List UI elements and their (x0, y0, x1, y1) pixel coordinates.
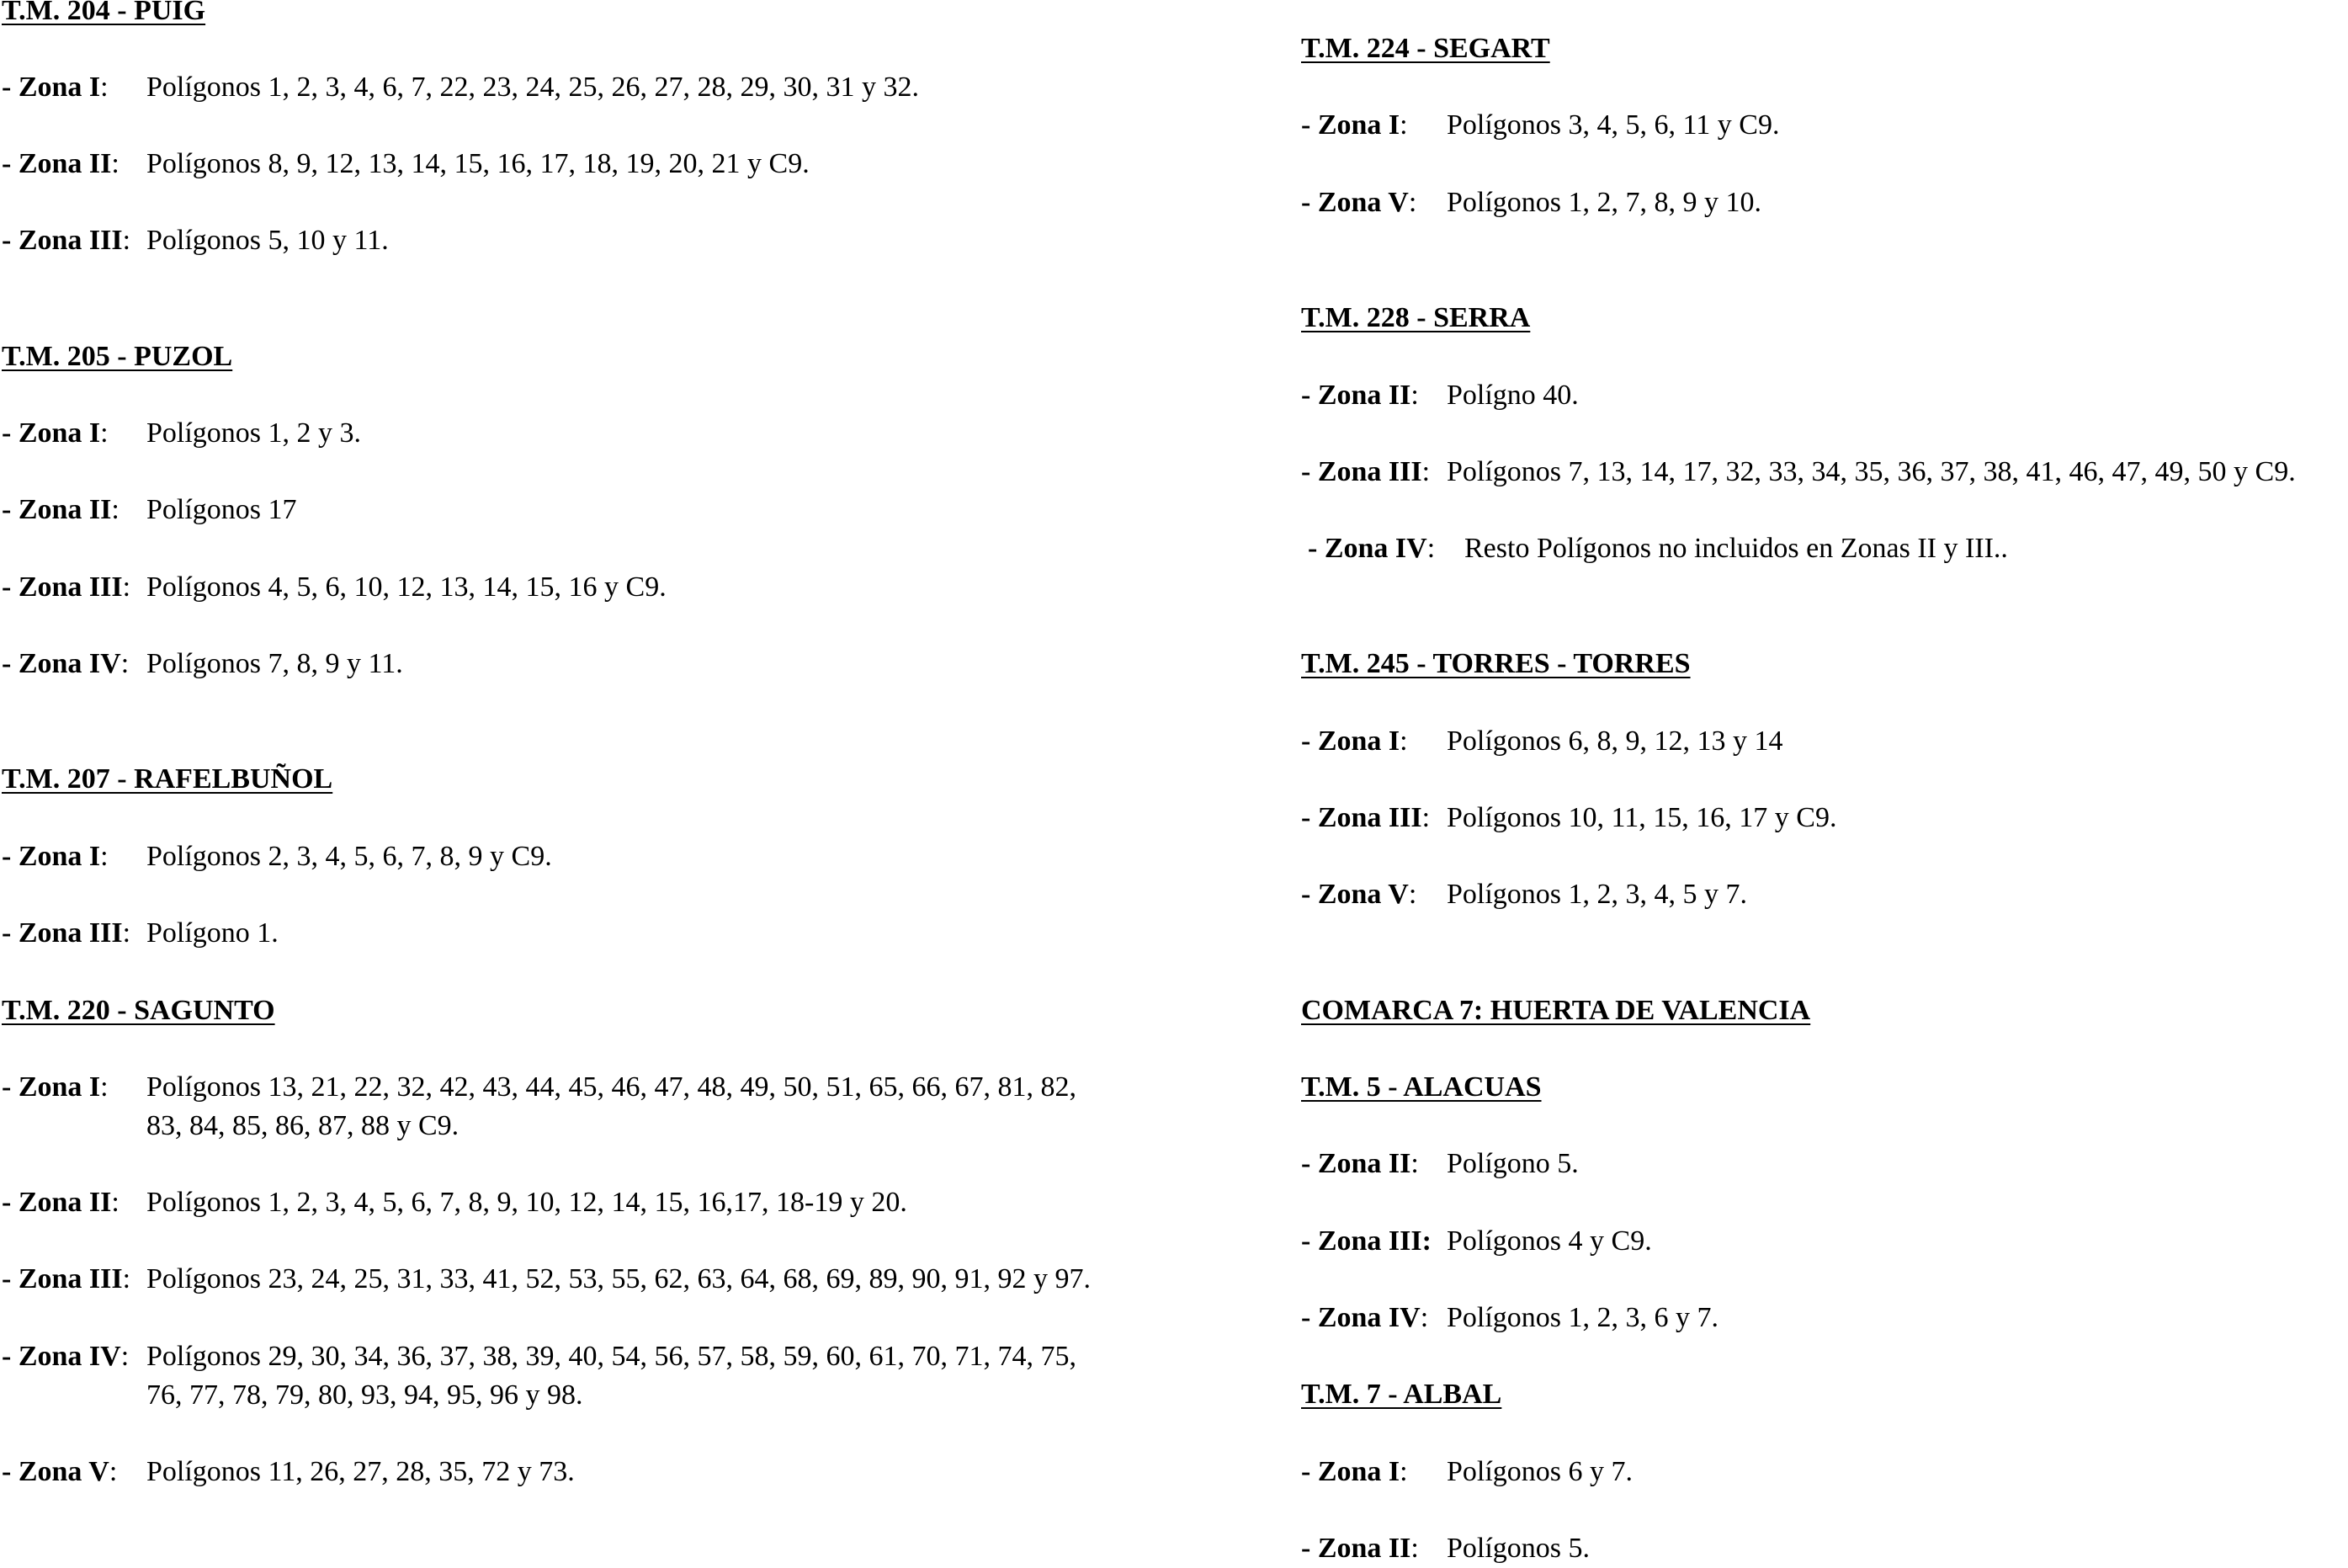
zone-colon: : (1400, 1456, 1408, 1487)
zone-row (1301, 106, 1779, 145)
zone-row (1301, 875, 1747, 914)
zone-colon: : (1426, 533, 1436, 564)
zone-label: - Zona V (1301, 879, 1409, 910)
zone-label: - Zona IV (2, 1341, 121, 1372)
zone-colon: : (122, 571, 131, 603)
zone-label: - Zona I (2, 1071, 101, 1103)
section-heading-albal: T.M. 7 - ALBAL (1301, 1379, 1502, 1410)
zone-label: - Zona II (1301, 380, 1411, 411)
zone-polygons: Polígonos 11, 26, 27, 28, 35, 72 y 73. (146, 1456, 575, 1487)
zone-row (2, 68, 919, 107)
zone-polygons: Polígonos 1, 2, 3, 6 y 7. (1447, 1302, 1719, 1333)
zone-colon: : (100, 1071, 109, 1103)
zone-polygons (146, 1068, 1076, 1145)
zone-polygons: Polígonos 7, 13, 14, 17, 32, 33, 34, 35, 36, 37, 38, 41, 46, 47, 49, 50 y C9. (1447, 456, 2296, 487)
zone-colon: : (100, 841, 109, 872)
section-heading-puig: T.M. 204 - PUIG (2, 0, 206, 26)
zone-colon: : (1410, 380, 1419, 411)
zone-polygons: Polígonos 1, 2, 3, 4, 5, 6, 7, 8, 9, 10, 12, 14, 15, 16,17, 18-19 y 20. (146, 1187, 907, 1218)
zone-label: - Zona IV (1308, 533, 1427, 564)
zone-polygons: Polígonos 6 y 7. (1447, 1456, 1634, 1487)
zone-label: - Zona II (1301, 1533, 1411, 1564)
zone-label: - Zona I (2, 841, 101, 872)
zone-row (2, 1337, 1076, 1415)
zone-row (2, 221, 389, 260)
zone-row (2, 1453, 575, 1491)
zone-polygons-line1: Polígonos 29, 30, 34, 36, 37, 38, 39, 40, 54, 56, 57, 58, 59, 60, 61, 70, 71, 74, 75, (146, 1341, 1077, 1372)
zone-polygons: Polígonos 4 y C9. (1447, 1225, 1652, 1257)
zone-row (2, 568, 667, 607)
zone-label: - Zona II (2, 148, 112, 179)
zone-polygons: Polígono 5. (1447, 1148, 1579, 1179)
zone-row (2, 645, 403, 683)
section-heading-rafelbunol: T.M. 207 - RAFELBUÑOL (2, 763, 333, 795)
zone-label: - Zona V (2, 1456, 109, 1487)
zone-colon: : (1408, 879, 1417, 910)
zone-label: - Zona III (1301, 456, 1422, 487)
zone-polygons: Polígonos 8, 9, 12, 13, 14, 15, 16, 17, 18, 19, 20, 21 y C9. (146, 148, 810, 179)
zone-label: - Zona III (2, 1263, 123, 1294)
zone-polygons: Polígono 1. (146, 917, 279, 949)
zone-polygons: Polígonos 5, 10 y 11. (146, 225, 389, 256)
zone-polygons: Polígonos 17 (146, 494, 297, 525)
zone-polygons: Polígonos 1, 2, 7, 8, 9 y 10. (1447, 187, 1762, 218)
zone-label: - Zona V (1301, 187, 1409, 218)
zone-row (1301, 1299, 1719, 1337)
zone-row (2, 914, 279, 953)
zone-row (1301, 183, 1761, 222)
zone-colon: : (1420, 1302, 1429, 1333)
zone-row (2, 491, 297, 529)
zone-polygons: Polígonos 7, 8, 9 y 11. (146, 648, 403, 679)
zone-label: - Zona III (2, 917, 123, 949)
zone-colon: : (111, 494, 120, 525)
zone-colon: : (111, 148, 120, 179)
zone-colon: : (1400, 726, 1408, 757)
zone-polygons: Polígonos 1, 2, 3, 4, 5 y 7. (1447, 879, 1748, 910)
zone-colon: : (122, 225, 131, 256)
zone-polygons-line1: Polígonos 13, 21, 22, 32, 42, 43, 44, 45, 46, 47, 48, 49, 50, 51, 65, 66, 67, 81, 82, (146, 1071, 1077, 1103)
zone-polygons: Polígonos 1, 2, 3, 4, 6, 7, 22, 23, 24, 25, 26, 27, 28, 29, 30, 31 y 32. (146, 72, 920, 103)
zone-label: - Zona III (1301, 802, 1422, 833)
zone-row (1301, 1222, 1652, 1261)
zone-row (1301, 376, 1579, 415)
zone-colon: : (122, 1263, 131, 1294)
zone-colon: : (122, 917, 131, 949)
comarca-heading: COMARCA 7: HUERTA DE VALENCIA (1301, 995, 1811, 1026)
zone-label: - Zona I (2, 417, 101, 449)
zone-row (2, 1068, 1076, 1145)
zone-row (2, 837, 552, 876)
zone-polygons: Polígonos 5. (1447, 1533, 1591, 1564)
section-heading-alacuas: T.M. 5 - ALACUAS (1301, 1071, 1542, 1103)
zone-label: - Zona IV (1301, 1302, 1421, 1333)
zone-row (2, 414, 361, 453)
zone-row (2, 1260, 1091, 1299)
zone-label: - Zona IV (2, 648, 121, 679)
zone-row (1301, 1529, 1590, 1568)
zone-colon: : (120, 1341, 130, 1372)
zone-label: - Zona II (2, 494, 112, 525)
zone-polygons: Polígonos 4, 5, 6, 10, 12, 13, 14, 15, 16 y C9. (146, 571, 667, 603)
zone-polygons (146, 1337, 1076, 1415)
zone-colon: : (1421, 802, 1431, 833)
zone-label: - Zona I (2, 72, 101, 103)
zone-polygons: Resto Polígonos no incluidos en Zonas II y III.. (1464, 533, 2008, 564)
zone-polygons: Polígonos 10, 11, 15, 16, 17 y C9. (1447, 802, 1837, 833)
zone-row (1301, 799, 1836, 837)
zone-polygons: Polígonos 1, 2 y 3. (146, 417, 362, 449)
zone-label: - Zona II (1301, 1148, 1411, 1179)
zone-label: - Zona I (1301, 726, 1400, 757)
zone-row (1301, 722, 1783, 761)
zone-row (2, 145, 810, 183)
zone-colon: : (100, 417, 109, 449)
zone-colon: : (1408, 187, 1417, 218)
zone-label: - Zona III (2, 225, 123, 256)
zone-polygons: Polígonos 23, 24, 25, 31, 33, 41, 52, 53, 55, 62, 63, 64, 68, 69, 89, 90, 91, 92 y 97. (146, 1263, 1092, 1294)
zone-colon: : (1421, 456, 1431, 487)
section-heading-torres: T.M. 245 - TORRES - TORRES (1301, 648, 1691, 679)
zone-row (2, 1183, 907, 1222)
zone-label: - Zona III (2, 571, 123, 603)
zone-label: - Zona I (1301, 1456, 1400, 1487)
zone-colon: : (109, 1456, 118, 1487)
zone-polygons-line2: 76, 77, 78, 79, 80, 93, 94, 95, 96 y 98. (146, 1379, 583, 1411)
zone-polygons: Polígonos 2, 3, 4, 5, 6, 7, 8, 9 y C9. (146, 841, 552, 872)
zone-polygons: Polígno 40. (1447, 380, 1579, 411)
section-heading-sagunto: T.M. 220 - SAGUNTO (2, 995, 275, 1026)
zone-colon: : (1410, 1533, 1419, 1564)
zone-row (1301, 1453, 1633, 1491)
zone-colon: : (111, 1187, 120, 1218)
section-heading-segart: T.M. 224 - SEGART (1301, 33, 1550, 64)
zone-label: - Zona I (1301, 109, 1400, 141)
zone-label: - Zona II (2, 1187, 112, 1218)
zone-polygons: Polígonos 6, 8, 9, 12, 13 y 14 (1447, 726, 1783, 757)
zone-colon: : (1410, 1148, 1419, 1179)
section-heading-puzol: T.M. 205 - PUZOL (2, 341, 233, 372)
zone-colon: : (120, 648, 130, 679)
zone-polygons: Polígonos 3, 4, 5, 6, 11 y C9. (1447, 109, 1780, 141)
zone-row (1301, 453, 2296, 492)
zone-row (1301, 1145, 1579, 1183)
zone-label: - Zona III: (1301, 1225, 1432, 1257)
zone-colon: : (1400, 109, 1408, 141)
section-heading-serra: T.M. 228 - SERRA (1301, 302, 1531, 333)
zone-polygons-line2: 83, 84, 85, 86, 87, 88 y C9. (146, 1110, 460, 1141)
zone-colon: : (100, 72, 109, 103)
zone-row (1301, 529, 2008, 568)
